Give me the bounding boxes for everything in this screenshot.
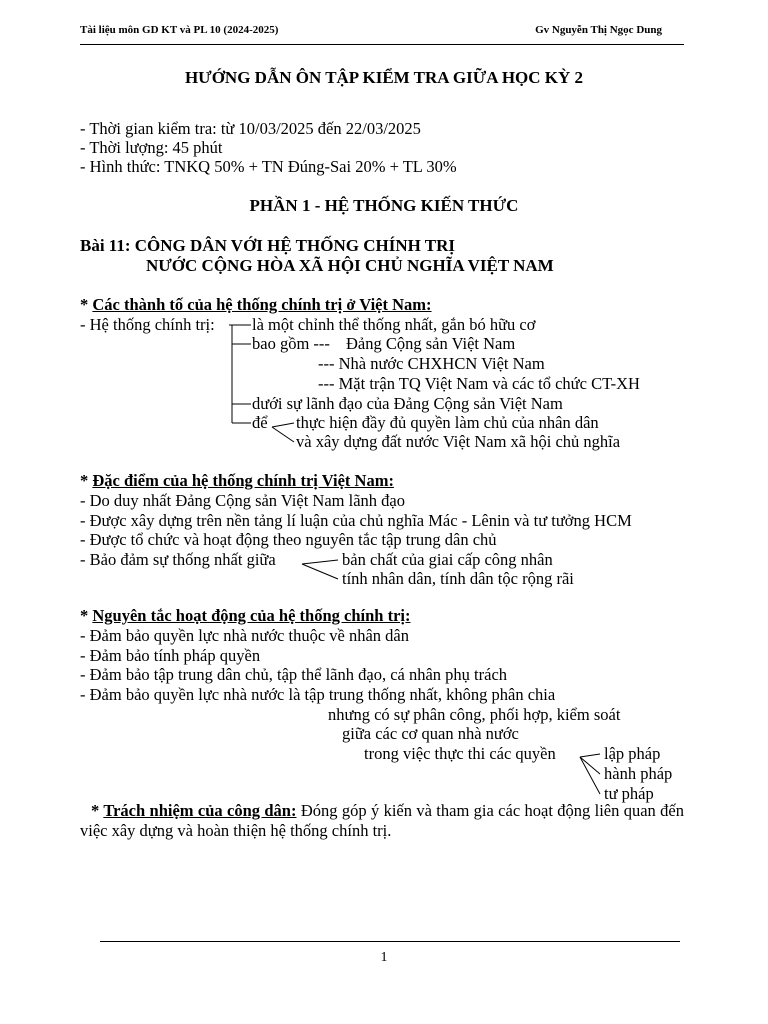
page-number: 1 [380,950,388,965]
s1-item-2-label: bao gồm --- [252,334,330,353]
s3-power-1: lập pháp [604,744,661,763]
s3-item-1: - Đảm bảo quyền lực nhà nước thuộc về nhân dân [80,626,410,645]
s1-item-2-b: --- Nhà nước CHXHCN Việt Nam [318,354,545,373]
s2-item-4-label: - Bảo đảm sự thống nhất giữa [80,550,276,569]
s3-item-2: - Đảm bảo tính pháp quyền [80,646,261,665]
info-line-2: - Thời lượng: 45 phút [80,138,223,157]
s1-root: - Hệ thống chính trị: [80,315,215,334]
section-3-heading: * Nguyên tắc hoạt động của hệ thống chính trị: [80,606,411,625]
s2-item-1: - Do duy nhất Đảng Cộng sản Việt Nam lãnh đạo [80,491,405,510]
s3-power-2: hành pháp [604,764,673,783]
s1-item-4-a: thực hiện đầy đủ quyền làm chủ của nhân dân [296,413,599,432]
s1-item-4-label: để [252,413,268,432]
section-4-paragraph: * Trách nhiệm của công dân: Đóng góp ý kiến và tham gia các hoạt động liên quan đến việc xây dựng và hoàn thiện hệ thống chính trị. [80,801,684,840]
header-right: Gv Nguyễn Thị Ngọc Dung [535,24,662,36]
section-1-heading: * Các thành tố của hệ thống chính trị ở Việt Nam: [80,295,432,314]
header-left: Tài liệu môn GD KT và PL 10 (2024-2025) [80,24,279,36]
footer-rule [100,941,680,942]
s1-item-3: dưới sự lãnh đạo của Đảng Cộng sản Việt Nam [252,394,563,413]
s1-item-4-b: và xây dựng đất nước Việt Nam xã hội chủ nghĩa [296,432,621,451]
section-4-text: Đóng góp ý kiến và tham gia các hoạt động liên quan đến việc xây dựng và hoàn thiện hệ thống chính trị. [80,801,684,840]
s1-item-2-a: Đảng Cộng sản Việt Nam [346,334,516,353]
part-title: PHẦN 1 - HỆ THỐNG KIẾN THỨC [249,196,519,215]
s3-item-4: - Đảm bảo quyền lực nhà nước là tập trung thống nhất, không phân chia [80,685,556,704]
s2-item-4-a: bản chất của giai cấp công nhân [342,550,553,569]
s3-cont-3: trong việc thực thi các quyền [364,744,556,763]
s3-power-3: tư pháp [604,784,654,803]
s3-item-3: - Đảm bảo tập trung dân chủ, tập thể lãnh đạo, cá nhân phụ trách [80,665,508,684]
page-title: HƯỚNG DẪN ÔN TẬP KIỂM TRA GIỮA HỌC KỲ 2 [184,68,584,87]
lesson-title-2: NƯỚC CỘNG HÒA XÃ HỘI CHỦ NGHĨA VIỆT NAM [146,256,554,275]
lesson-title-1: Bài 11: CÔNG DÂN VỚI HỆ THỐNG CHÍNH TRỊ [80,236,456,255]
section-4-heading: Trách nhiệm của công dân: [103,801,297,820]
s2-item-3: - Được tổ chức và hoạt động theo nguyên tắc tập trung dân chủ [80,530,497,549]
section-2-heading: * Đặc điểm của hệ thống chính trị Việt Nam: [80,471,394,490]
s3-cont-2: giữa các cơ quan nhà nước [342,724,519,743]
info-line-1: - Thời gian kiểm tra: từ 10/03/2025 đến 22/03/2025 [80,119,421,138]
info-line-3: - Hình thức: TNKQ 50% + TN Đúng-Sai 20% + TL 30% [80,157,457,176]
s1-item-2-c: --- Mặt trận TQ Việt Nam và các tổ chức CT-XH [318,374,640,393]
s1-item-1: là một chỉnh thể thống nhất, gắn bó hữu cơ [252,315,536,334]
s2-item-2: - Được xây dựng trên nền tảng lí luận của chủ nghĩa Mác - Lênin và tư tưởng HCM [80,511,632,530]
s3-cont-1: nhưng có sự phân công, phối hợp, kiểm soát [328,705,621,724]
s2-item-4-b: tính nhân dân, tính dân tộc rộng rãi [342,569,574,588]
